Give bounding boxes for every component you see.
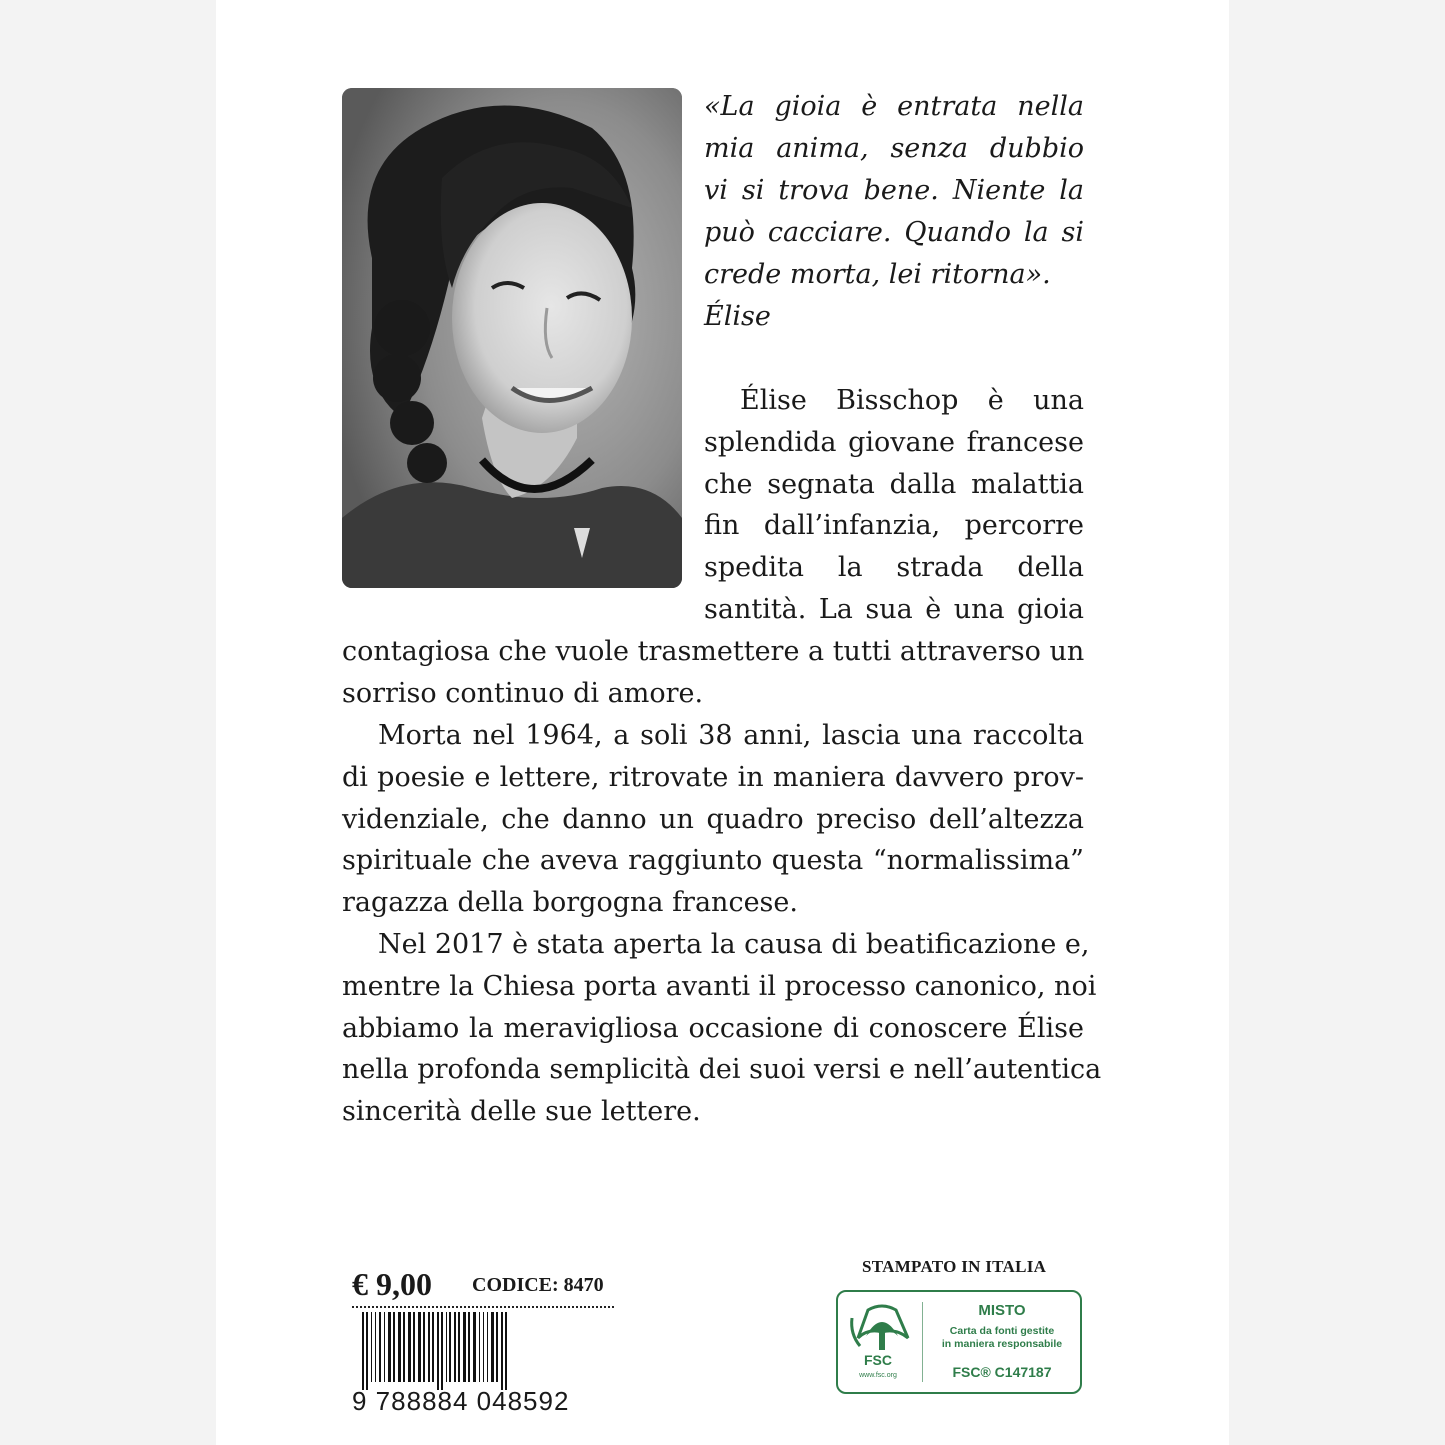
body-line: spirituale che aveva raggiunto questa “normalissima” <box>342 845 1084 877</box>
quote-line: mia anima, senza dubbio <box>704 133 1084 164</box>
intro-paragraph <box>704 380 1084 631</box>
barcode-bar <box>379 1312 381 1382</box>
paragraph-death <box>342 715 1084 924</box>
fsc-description-line: Carta da fonti gestite <box>949 1325 1055 1337</box>
fsc-url: www.fsc.org <box>859 1372 897 1379</box>
barcode-bar <box>479 1312 480 1382</box>
body-line: videnziale, che danno un quadro preciso dell’altezza <box>342 803 1084 835</box>
printed-in-label: STAMPATO IN ITALIA <box>862 1257 1047 1276</box>
quote-author: Élise <box>704 301 771 332</box>
barcode-bar <box>432 1312 434 1382</box>
body-line: sorriso continuo di amore. <box>342 677 704 709</box>
barcode-bar <box>501 1312 503 1390</box>
barcode-bar <box>393 1312 395 1382</box>
body-line: contagiosa che vuole trasmettere a tutti attraverso un <box>342 636 1085 667</box>
body-line: Nel 2017 è stata aperta la causa di beatificazione e, <box>378 929 1090 960</box>
barcode-bar <box>491 1312 494 1382</box>
codice-label: CODICE: <box>472 1274 559 1296</box>
barcode-bar <box>441 1312 443 1390</box>
body-line: Morta nel 1964, a soli 38 anni, lascia una raccolta <box>378 720 1084 751</box>
barcode-bar <box>496 1312 498 1382</box>
fsc-license-code: FSC® C147187 <box>952 1364 1052 1380</box>
barcode-bar <box>413 1312 415 1382</box>
fsc-description-line: in maniera responsabile <box>941 1338 1063 1350</box>
codice-value: 8470 <box>563 1274 604 1296</box>
fsc-title: MISTO <box>978 1302 1026 1319</box>
barcode-bar <box>505 1312 507 1390</box>
barcode-bar <box>366 1312 368 1390</box>
product-code <box>472 1274 604 1297</box>
barcode-bar <box>384 1312 385 1382</box>
barcode-bar <box>487 1312 488 1382</box>
price: € 9,00 <box>352 1266 432 1302</box>
barcode-bar <box>428 1312 430 1382</box>
intro-line: fin dall’infanzia, percorre <box>704 510 1084 542</box>
fsc-divider <box>922 1302 923 1382</box>
isbn-number: 9 788884 048592 <box>352 1386 570 1416</box>
portrait-photo <box>342 88 682 588</box>
paragraph-beatification <box>342 924 1102 1133</box>
intro-line: spedita la strada della <box>704 552 1084 584</box>
barcode-bar <box>468 1312 470 1382</box>
body-line: abbiamo la meravigliosa occasione di conoscere Élise <box>342 1012 1084 1044</box>
intro-line: Élise Bisschop è una <box>740 385 1084 416</box>
quote-line: vi si trova bene. Niente la <box>704 175 1084 206</box>
portrait-image <box>342 88 682 588</box>
barcode-bar <box>449 1312 451 1382</box>
barcode-bar <box>446 1312 447 1382</box>
barcode-bar <box>483 1312 484 1382</box>
barcode-bar <box>423 1312 425 1382</box>
body-line: nella profonda semplicità dei suoi versi e nell’autentica <box>342 1054 1102 1086</box>
barcode-bar <box>454 1312 456 1382</box>
barcode-bar <box>375 1312 376 1382</box>
intro-line: splendida giovane francese <box>704 426 1084 458</box>
barcode-bar <box>388 1312 391 1382</box>
intro-line: che segnata dalla malattia <box>704 468 1084 500</box>
quote-block <box>704 86 1084 338</box>
barcode-bar <box>418 1312 421 1382</box>
barcode-bar <box>463 1312 466 1382</box>
fsc-label <box>836 1290 1082 1394</box>
barcode-bar <box>362 1312 364 1390</box>
barcode <box>354 1312 612 1390</box>
barcode-bar <box>408 1312 411 1382</box>
quote-line: può cacciare. Quando la si <box>704 217 1084 248</box>
fsc-logo-word: FSC <box>864 1352 892 1368</box>
body-line: di poesie e lettere, ritrovate in maniera davvero prov- <box>342 761 1084 793</box>
quote-line: «La gioia è entrata nella <box>704 91 1084 122</box>
price-row <box>352 1266 614 1308</box>
barcode-bar <box>473 1312 476 1382</box>
barcode-bar <box>458 1312 460 1382</box>
quote-line: crede morta, lei ritorna». <box>704 259 1051 290</box>
body-line: mentre la Chiesa porta avanti il processo canonico, noi <box>342 970 1097 1002</box>
body-line: sincerità delle sue lettere. <box>342 1096 701 1128</box>
fsc-description <box>930 1325 1074 1351</box>
barcode-bar <box>398 1312 401 1382</box>
body-line: ragazza della borgogna francese. <box>342 887 798 919</box>
barcode-bar <box>371 1312 372 1382</box>
barcode-bar <box>403 1312 405 1382</box>
barcode-bar <box>437 1312 439 1390</box>
intro-line: santità. La sua è una gioia <box>704 593 1084 625</box>
intro-continuation <box>342 631 1084 715</box>
